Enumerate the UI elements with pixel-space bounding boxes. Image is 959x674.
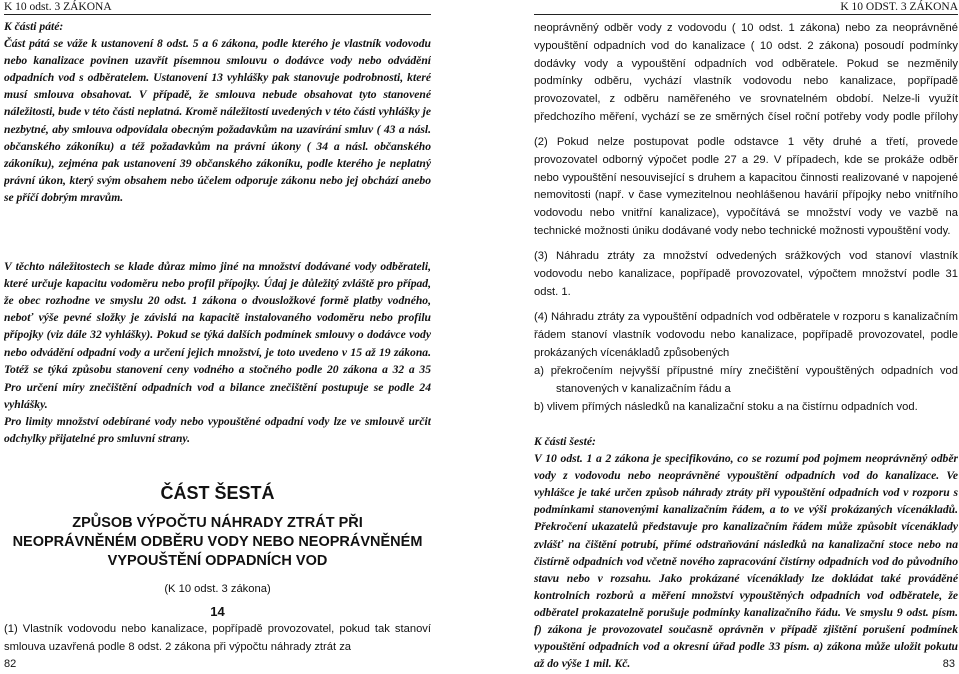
body-paragraph: neoprávněný odběr vody z vodovodu ( 10 odst. 1 zákona) nebo za neoprávněné vypouštění odpadních vod do kanalizace ( 10 odst. 2 zákona) posoudí podmínky dodávky vody a vypouštění odpadních vod odběratele. Pokud se nezměnily podmínky odběru, vychází vlastník vodovodu nebo kanalizace, popřípadě provozovatel, z odběru naměřeného ve srovnatelném období. Nelze-li využít předchozího měření, vychází se ze směrných čísel roční potřeby vody podle přílohy <box>534 22 958 123</box>
body-paragraph: (2) Pokud nelze postupovat podle odstavce 1 věty druhé a třetí, provede provozovatel odborný výpočet podle 27 a 29. V případech, kde se prokáže odběr nebo vypouštění nesouvisející s druhem a kapacitou činnosti realizované v napojené nemovitosti (např. v čase vymezitelnou neohlášenou havárií přípojky nebo vnitřního vodovodu nebo vnitřní kanalizace), vypočítává se množství vody ve vazbě na technické možnosti úniku dodávané vody nebo technické možnosti vypouštění vody. <box>534 136 958 237</box>
subheading: K části páté: <box>4 20 64 33</box>
subheading: K části šesté: <box>534 435 596 448</box>
commentary-paragraph: Pro určení míry znečištění odpadních vod a bilance znečištění postupuje se podle 24 vyhlášky. <box>4 381 431 412</box>
commentary-paragraph: Pro limity množství odebírané vody nebo vypouštěné odpadní vody lze ve smlouvě určit odchylky přijatelné pro smluvní strany. <box>4 415 431 446</box>
commentary-paragraph: Část pátá se váže k ustanovení 8 odst. 5 a 6 zákona, podle kterého je vlastník vodovodu nebo kanalizace povinen uzavřít písemnou smlouvu o dodávce vody nebo odvádění odpadních vod s odběratelem. Ustanovení 13 vyhlášky pak stanovuje podrobnosti, které musí smlouva obsahovat. V případě, že smlouva nebude obsahovat tyto stanovené náležitosti, bude v této části neplatná. Kromě náležitostí uvedených v této části vyhlášky je nezbytné, aby smlouva odpovídala obecným požadavkům na uzavírání smluv ( 43 a násl. občanského zákoníku) a též požadavkům na právní úkony ( 34 a násl. občanského zákoníku), zejména pak ustanovení 39 občanského zákoníku, podle kterého je neplatný právní úkon, který svým obsahem nebo účelem odporuje zákonu nebo jej obchází anebo se příčí dobrým mravům. <box>4 37 431 204</box>
commentary-paragraph: V těchto náležitostech se klade důraz mimo jiné na množství dodávané vody odběrateli, které určuje kapacitu vodoměru nebo profil přípojky. Údaj je důležitý zvláště pro případ, že obec rozhodne ve smyslu 20 odst. 1 zákona o dvousložkové formě platby vodného, neboť výše pevné složky je závislá na kapacitě instalovaného vodoměru nebo profilu přípojky (viz dále 32 vyhlášky). Pokud se týká dalších podmínek smlouvy o dodávce vody nebo odvádění odpadní vody a určení jejich množství, je toto uvedeno v 15 až 19 zákona. Totéž se týká způsobu stanovení ceny vodného a stočného podle 20 zákona a 32 a 35 <box>4 260 431 376</box>
header-rule <box>534 14 958 15</box>
part-title: ČÁST ŠESTÁ <box>160 483 275 504</box>
commentary-paragraph: V 10 odst. 1 a 2 zákona je specifikováno, co se rozumí pod pojmem neoprávněný odběr vody z vodovodu nebo neoprávněné vypouštění odpadních vod do kanalizace. Ve vyhlášce je také určen způsob náhrady ztráty při vypouštění odpadních vod v rozporu s podmínkami stanovenými kanalizačním řádem, a to ve výši prokázaných vícenákladů. Překročení ukazatelů představuje pro kanalizačním řádem může způsobit vícenáklady zvlášť na čištění potrubí, přímé odstraňování následků na kanalizační stoce nebo na čistírně odpadních vod včetně nového zapracování čistírny odpadních vod do původního stavu nebo v rozsahu. Jako prokázané vícenáklady lze dokládat také prováděné kontrolních rozborů a měření množství vypouštěných odpadních vod odběratele, že odběratel prokazatelně porušuje podmínky kanalizačního řádu. Ve smyslu 9 odst. písm. f) zákona je provozovatel současně oprávněn v případě zjištění porušení podmínek vypouštění odpadních vod a okresní úřad podle 33 písm. a) zákona může uložit pokutu až do výše 1 mil. Kč. <box>534 452 958 671</box>
running-head: K 10 ODST. 3 ZÁKONA <box>840 1 958 13</box>
section-number: 14 <box>210 603 225 619</box>
list-item: b) vlivem přímých následků na kanalizační stoku a na čistírnu odpadních vod. <box>534 401 918 413</box>
section-title: ZPŮSOB VÝPOČTU NÁHRADY ZTRÁT PŘI NEOPRÁVNĚNÉM ODBĚRU VODY NEBO NEOPRÁVNĚNÉM VYPOUŠTĚNÍ ODPADNÍCH VOD <box>12 515 423 570</box>
running-head: K 10 odst. 3 ZÁKONA <box>4 1 112 13</box>
list-item: a) překročením nejvyšší přípustné míry znečištění vypouštěných odpadních vod stanovených v kanalizačním řádu a <box>534 365 958 395</box>
header-rule <box>4 14 431 15</box>
body-paragraph: (4) Náhradu ztráty za vypouštění odpadních vod odběratele v rozporu s kanalizačním řádem stanoví vlastník vodovodu nebo kanalizace, popřípadě provozovatel, podle prokázaných vícenákladů způsobených <box>534 311 958 359</box>
law-reference: (K 10 odst. 3 zákona) <box>164 583 271 596</box>
page-number: 83 <box>942 658 955 670</box>
page-number: 82 <box>4 658 17 670</box>
right-page <box>534 0 958 674</box>
left-page <box>4 0 431 657</box>
body-paragraph: (3) Náhradu ztráty za množství odvedených srážkových vod stanoví vlastník vodovodu nebo kanalizace, popřípadě provozovatel, výpočtem množství podle 31 odst. 1. <box>534 250 958 298</box>
body-paragraph: (1) Vlastník vodovodu nebo kanalizace, popřípadě provozovatel, pokud tak stanoví smlouva uzavřená podle 8 odst. 2 zákona při výpočtu náhrady ztrát za <box>4 622 431 653</box>
